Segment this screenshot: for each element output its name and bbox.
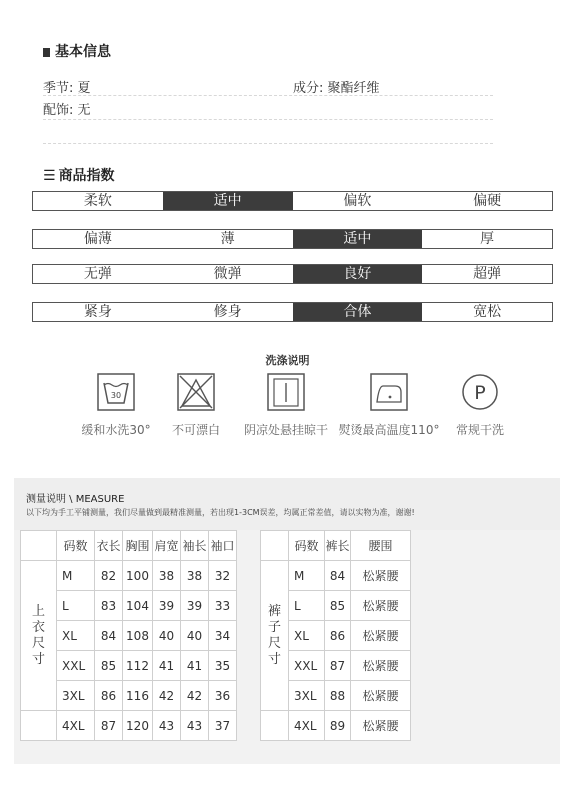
table-cell: 松紧腰 xyxy=(351,591,411,621)
table-cell: 4XL xyxy=(289,711,325,741)
table-cell: 40 xyxy=(153,621,181,651)
wash-label: 常规干洗 xyxy=(455,423,504,437)
table-cell: 42 xyxy=(153,681,181,711)
table-cell: 32 xyxy=(209,561,237,591)
table-cell: 松紧腰 xyxy=(351,621,411,651)
table-cell: 松紧腰 xyxy=(351,681,411,711)
document-icon xyxy=(43,48,50,57)
size-section-label-char: 寸 xyxy=(267,651,281,667)
wash-item xyxy=(231,372,341,438)
index-option: 薄 xyxy=(220,231,235,247)
table-header: 袖长 xyxy=(181,531,209,561)
table-cell: 84 xyxy=(95,621,123,651)
wash-temp: 30 xyxy=(110,391,122,400)
table-cell: 4XL xyxy=(57,711,95,741)
table-cell: 86 xyxy=(325,621,351,651)
table-cell: 38 xyxy=(153,561,181,591)
table-cell: 39 xyxy=(181,591,209,621)
wash-item xyxy=(425,372,535,438)
index-option: 厚 xyxy=(480,231,495,247)
wash-30-icon xyxy=(96,372,136,412)
table-cell: 41 xyxy=(153,651,181,681)
season-label: 季节: xyxy=(43,81,74,96)
divider xyxy=(43,95,493,96)
pants-size-table xyxy=(260,530,411,741)
material-label: 成分: xyxy=(293,81,324,96)
table-cell: M xyxy=(57,561,95,591)
index-row xyxy=(32,191,553,211)
table-header: 袖口 xyxy=(209,531,237,561)
wash-label: 阴凉处悬挂晾干 xyxy=(243,423,328,437)
index-option: 偏硬 xyxy=(473,193,502,209)
table-cell: 85 xyxy=(325,591,351,621)
top-size-table xyxy=(20,530,237,741)
dry-clean-icon xyxy=(460,372,500,412)
table-row xyxy=(261,711,411,741)
table-cell: 89 xyxy=(325,711,351,741)
table-cell: 35 xyxy=(209,651,237,681)
size-section-label-char: 子 xyxy=(267,619,281,635)
wash-label: 缓和水洗30° xyxy=(81,423,151,437)
index-option: 柔软 xyxy=(83,193,112,209)
product-index-title-text: 商品指数 xyxy=(58,168,115,184)
table-cell: 36 xyxy=(209,681,237,711)
index-option: 偏薄 xyxy=(83,231,112,247)
size-section-label xyxy=(21,561,57,711)
table-cell: 87 xyxy=(325,651,351,681)
table-cell: 41 xyxy=(181,651,209,681)
table-cell: XL xyxy=(289,621,325,651)
table-cell: 83 xyxy=(95,591,123,621)
index-option: 微弹 xyxy=(213,266,242,282)
wash-label: 熨烫最高温度110° xyxy=(338,423,440,437)
accessory-label: 配饰: xyxy=(43,103,74,118)
material-value: 聚酯纤维 xyxy=(327,81,380,96)
table-header: 裤长 xyxy=(325,531,351,561)
index-option-selected: 合体 xyxy=(293,303,423,321)
table-header: 衣长 xyxy=(95,531,123,561)
measure-band xyxy=(14,478,560,530)
size-section-label-char: 尺 xyxy=(31,635,45,651)
index-option-selected: 良好 xyxy=(293,265,423,283)
index-row xyxy=(32,264,553,284)
table-cell: M xyxy=(289,561,325,591)
table-cell: 82 xyxy=(95,561,123,591)
table-spacer xyxy=(21,711,57,741)
table-header: 胸围 xyxy=(123,531,153,561)
table-header: 码数 xyxy=(57,531,95,561)
index-option: 无弹 xyxy=(83,266,112,282)
table-cell: 84 xyxy=(325,561,351,591)
dry-clean-letter: P xyxy=(474,382,486,404)
index-option: 宽松 xyxy=(473,304,502,320)
table-cell: 38 xyxy=(181,561,209,591)
table-spacer xyxy=(261,711,289,741)
index-row xyxy=(32,302,553,322)
table-cell: 120 xyxy=(123,711,153,741)
table-cell: L xyxy=(57,591,95,621)
table-cell: 87 xyxy=(95,711,123,741)
table-cell: XXL xyxy=(57,651,95,681)
basic-info-title-text: 基本信息 xyxy=(55,44,111,60)
table-cell: 松紧腰 xyxy=(351,651,411,681)
table-cell: 116 xyxy=(123,681,153,711)
table-header: 肩宽 xyxy=(153,531,181,561)
table-cell: 40 xyxy=(181,621,209,651)
table-cell: 85 xyxy=(95,651,123,681)
list-icon: ☰ xyxy=(43,168,56,184)
no-bleach-icon xyxy=(176,372,216,412)
table-cell: 松紧腰 xyxy=(351,711,411,741)
divider xyxy=(43,143,493,144)
divider xyxy=(43,119,493,120)
table-cell: 104 xyxy=(123,591,153,621)
size-section-label-char: 衣 xyxy=(31,619,45,635)
season-value: 夏 xyxy=(77,81,91,96)
table-cell: 39 xyxy=(153,591,181,621)
index-option-selected: 适中 xyxy=(163,192,293,210)
index-option: 偏软 xyxy=(343,193,372,209)
table-cell: XXL xyxy=(289,651,325,681)
index-option: 修身 xyxy=(213,304,242,320)
table-corner xyxy=(21,531,57,561)
size-section-label xyxy=(261,561,289,711)
table-cell: 43 xyxy=(181,711,209,741)
size-section-label-char: 寸 xyxy=(31,651,45,667)
product-index-title xyxy=(43,165,115,185)
table-row xyxy=(261,561,411,591)
wash-label: 不可漂白 xyxy=(171,423,220,437)
table-cell: 3XL xyxy=(289,681,325,711)
table-cell: 88 xyxy=(325,681,351,711)
season-field xyxy=(43,77,91,96)
wash-title: 洗涤说明 xyxy=(265,354,310,367)
table-cell: 33 xyxy=(209,591,237,621)
table-cell: 3XL xyxy=(57,681,95,711)
accessory-value: 无 xyxy=(77,103,91,118)
index-option-selected: 适中 xyxy=(293,230,423,248)
table-cell: 100 xyxy=(123,561,153,591)
table-corner xyxy=(261,531,289,561)
table-cell: 43 xyxy=(153,711,181,741)
material-field xyxy=(293,77,380,96)
size-section-label-char: 尺 xyxy=(267,635,281,651)
size-section-label-char: 裤 xyxy=(267,603,281,619)
table-header: 腰围 xyxy=(351,531,411,561)
index-option: 紧身 xyxy=(83,304,112,320)
size-section-label-char: 上 xyxy=(31,603,45,619)
index-option: 超弹 xyxy=(473,266,502,282)
table-cell: L xyxy=(289,591,325,621)
table-cell: 34 xyxy=(209,621,237,651)
basic-info-title xyxy=(43,41,111,61)
iron-icon xyxy=(369,372,409,412)
line-dry-shade-icon xyxy=(266,372,306,412)
measure-title: 测量说明 \ MEASURE xyxy=(26,494,125,505)
table-row xyxy=(21,711,237,741)
table-cell: 112 xyxy=(123,651,153,681)
table-cell: 42 xyxy=(181,681,209,711)
index-row xyxy=(32,229,553,249)
table-cell: 松紧腰 xyxy=(351,561,411,591)
accessory-field xyxy=(43,99,91,118)
table-header: 码数 xyxy=(289,531,325,561)
table-row xyxy=(21,561,237,591)
table-cell: 108 xyxy=(123,621,153,651)
table-cell: XL xyxy=(57,621,95,651)
table-cell: 86 xyxy=(95,681,123,711)
table-cell: 37 xyxy=(209,711,237,741)
measure-note: 以下均为手工平铺测量，我们尽量做到最精准测量，若出现1-3CM误差，均属正常差值，请以实物为准，谢谢! xyxy=(26,508,415,517)
